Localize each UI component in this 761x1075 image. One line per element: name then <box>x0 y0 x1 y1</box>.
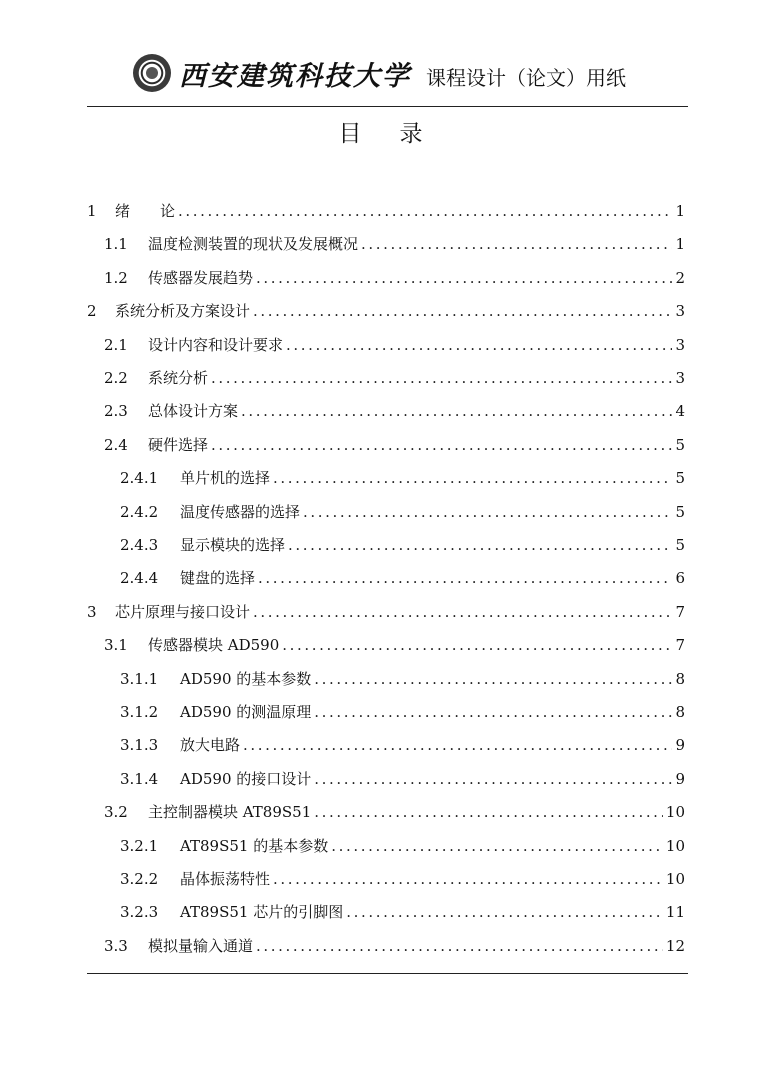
toc-entry[interactable] <box>120 697 685 727</box>
toc-leader-dots <box>178 196 672 226</box>
toc-entry-page: 12 <box>665 936 685 955</box>
toc-entry-title: 总体设计方案 <box>148 402 239 421</box>
toc-entry-page: 10 <box>665 836 685 855</box>
toc-entry-page: 9 <box>675 736 685 755</box>
toc-entry-number: 2.4.3 <box>120 536 159 554</box>
toc-leader-dots <box>211 363 672 393</box>
toc-entry-title: 硬件选择 <box>148 435 209 454</box>
toc-entry-number: 2.1 <box>104 335 128 354</box>
toc-entry-number: 3 <box>87 602 97 621</box>
toc-entry-title: 芯片原理与接口设计 <box>115 602 251 621</box>
university-name: 西安建筑科技大学 <box>179 61 411 92</box>
toc-entry-page: 8 <box>675 703 685 721</box>
toc-entry-page: 10 <box>665 803 685 822</box>
toc-entry-number: 2.4.1 <box>120 469 159 488</box>
footer-rule <box>87 973 688 974</box>
toc-entry-number: 2.4.2 <box>120 502 159 521</box>
toc-entry-page: 2 <box>675 268 685 287</box>
toc-leader-dots <box>314 797 663 827</box>
toc-entry-page: 5 <box>675 435 685 454</box>
toc-leader-dots <box>243 730 672 760</box>
toc-entry-number: 3.1.3 <box>120 736 159 755</box>
toc-entry-number: 2.3 <box>104 402 128 421</box>
toc-entry-page: 7 <box>675 602 685 621</box>
toc-entry-page: 3 <box>675 302 685 321</box>
toc-entry[interactable] <box>120 897 685 927</box>
toc-entry-title: 模拟量输入通道 <box>148 936 254 955</box>
toc-entry[interactable] <box>87 597 685 627</box>
toc-leader-dots <box>303 497 672 527</box>
toc-leader-dots <box>273 463 672 493</box>
toc-entry-title: AD590 的接口设计 <box>180 769 312 788</box>
toc-entry-title: 设计内容和设计要求 <box>148 335 284 354</box>
toc-leader-dots <box>241 396 672 426</box>
toc-entry-page: 5 <box>675 469 685 488</box>
toc-entry-number: 2.4.4 <box>120 569 159 588</box>
toc-entry[interactable] <box>87 296 685 326</box>
toc-leader-dots <box>314 664 672 694</box>
toc-entry[interactable] <box>120 530 685 560</box>
toc-entry-number: 2.2 <box>104 369 128 387</box>
toc-entry-page: 6 <box>675 569 685 588</box>
toc-leader-dots <box>256 263 672 293</box>
toc-entry[interactable] <box>120 831 685 861</box>
toc-entry[interactable] <box>104 630 685 660</box>
toc-leader-dots <box>314 697 672 727</box>
toc-entry-title: 键盘的选择 <box>180 569 256 588</box>
toc-leader-dots <box>273 864 663 894</box>
toc-entry-title: AD590 的测温原理 <box>180 703 312 721</box>
toc-entry[interactable] <box>120 497 685 527</box>
toc-entry-number: 3.2.3 <box>120 903 159 922</box>
toc-entry-page: 3 <box>675 335 685 354</box>
toc-entry-page: 1 <box>675 235 685 254</box>
toc-entry-number: 3.2.2 <box>120 870 159 888</box>
page-header <box>87 40 688 106</box>
toc-entry-number: 1.1 <box>104 235 128 254</box>
toc-entry[interactable] <box>120 563 685 593</box>
toc-entry-title: AT89S51 芯片的引脚图 <box>180 903 344 922</box>
toc-leader-dots <box>288 530 672 560</box>
toc-entry[interactable] <box>104 430 685 460</box>
toc-entry-title: 绪 论 <box>115 202 176 220</box>
toc-entry-number: 1.2 <box>104 268 128 287</box>
paper-label: 课程设计（论文）用纸 <box>426 66 626 90</box>
toc-entry[interactable] <box>104 229 685 259</box>
toc-entry-page: 9 <box>675 769 685 788</box>
toc-entry[interactable] <box>120 864 685 894</box>
toc-entry-page: 8 <box>675 669 685 688</box>
toc-leader-dots <box>346 897 663 927</box>
toc-leader-dots <box>256 931 663 961</box>
toc-entry[interactable] <box>120 730 685 760</box>
toc-entry-number: 3.2.1 <box>120 836 159 855</box>
toc-entry-title: 传感器发展趋势 <box>148 268 254 287</box>
toc-entry-page: 11 <box>665 903 685 922</box>
header-rule <box>87 106 688 107</box>
toc-entry-title: AD590 的基本参数 <box>180 669 312 688</box>
toc-entry-number: 3.3 <box>104 936 128 955</box>
toc-entry-title: AT89S51 的基本参数 <box>180 836 329 855</box>
toc-entry-number: 2.4 <box>104 435 128 454</box>
toc-entry-page: 10 <box>665 870 685 888</box>
toc-entry-title: 温度检测装置的现状及发展概况 <box>148 235 359 254</box>
toc-entry-title: 传感器模块 AD590 <box>148 636 280 655</box>
toc-entry-number: 3.2 <box>104 803 128 822</box>
toc-entry-number: 3.1.2 <box>120 703 159 721</box>
toc-leader-dots <box>282 630 672 660</box>
toc-entry-page: 4 <box>675 402 685 421</box>
toc-entry-page: 5 <box>675 502 685 521</box>
toc-entry[interactable] <box>104 330 685 360</box>
toc-entry-number: 1 <box>87 202 97 220</box>
toc-entry-title: 系统分析及方案设计 <box>115 302 251 321</box>
seal-center <box>146 67 158 79</box>
university-seal-icon <box>133 54 171 92</box>
toc-entry[interactable] <box>104 396 685 426</box>
toc-entry-title: 晶体振荡特性 <box>180 870 271 888</box>
toc-title: 目录 <box>338 121 461 147</box>
toc-entry[interactable] <box>104 363 685 393</box>
toc-entry[interactable] <box>120 764 685 794</box>
toc-entry[interactable] <box>104 797 685 827</box>
toc-entry-page: 1 <box>675 202 685 220</box>
toc-entry[interactable] <box>87 196 685 226</box>
toc-leader-dots <box>253 597 672 627</box>
toc-entry-page: 5 <box>675 536 685 554</box>
toc-entry[interactable] <box>104 931 685 961</box>
toc-entry-title: 温度传感器的选择 <box>180 502 301 521</box>
toc-leader-dots <box>258 563 672 593</box>
toc-entry-number: 3.1.1 <box>120 669 159 688</box>
toc-leader-dots <box>361 229 672 259</box>
toc-entry-number: 2 <box>87 302 97 321</box>
toc-entry[interactable] <box>120 463 685 493</box>
toc-leader-dots <box>286 330 672 360</box>
toc-entry-title: 单片机的选择 <box>180 469 271 488</box>
toc-entry-page: 7 <box>675 636 685 655</box>
toc-entry-title: 放大电路 <box>180 736 241 755</box>
toc-entry[interactable] <box>120 664 685 694</box>
toc-entry-title: 显示模块的选择 <box>180 536 286 554</box>
toc-entry[interactable] <box>104 263 685 293</box>
toc-leader-dots <box>211 430 672 460</box>
toc-entry-page: 3 <box>675 369 685 387</box>
toc-entry-number: 3.1.4 <box>120 769 159 788</box>
toc-leader-dots <box>253 296 672 326</box>
toc-leader-dots <box>314 764 672 794</box>
toc-entry-number: 3.1 <box>104 636 128 655</box>
toc-entry-title: 主控制器模块 AT89S51 <box>148 803 312 822</box>
toc-entry-title: 系统分析 <box>148 369 209 387</box>
toc-leader-dots <box>331 831 663 861</box>
